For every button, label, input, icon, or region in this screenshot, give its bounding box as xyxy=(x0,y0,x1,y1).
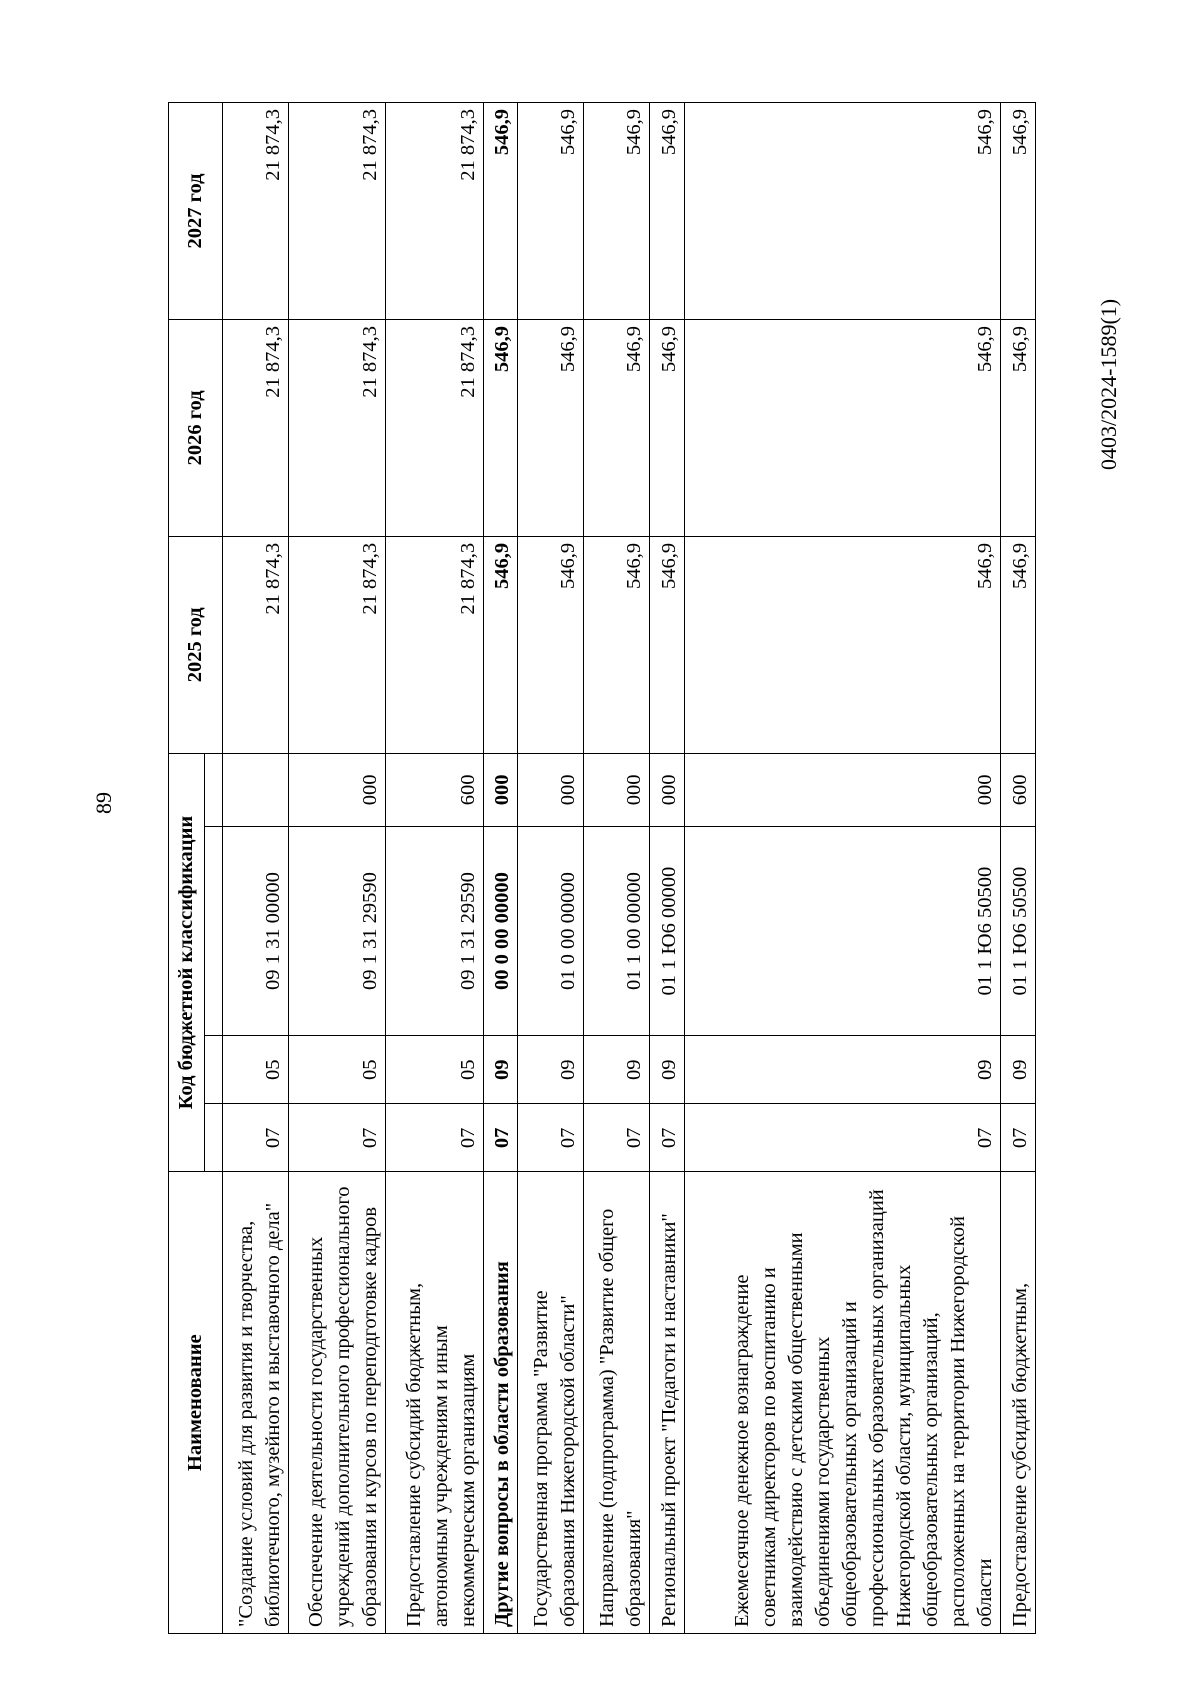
row-rz: 07 xyxy=(223,1104,289,1172)
row-name: Предоставление субсидий бюджетным, xyxy=(1001,1172,1036,1634)
row-csr: 01 1 Ю6 50500 xyxy=(685,826,1001,1035)
row-rz: 07 xyxy=(289,1104,386,1172)
row-vr: 000 xyxy=(483,753,518,826)
row-rz: 07 xyxy=(483,1104,518,1172)
row-value-2027: 21 874,3 xyxy=(223,103,289,320)
row-value-2027: 546,9 xyxy=(584,103,650,320)
row-value-2025: 546,9 xyxy=(483,536,518,753)
table-row xyxy=(1001,103,1036,1634)
row-value-2025: 21 874,3 xyxy=(223,536,289,753)
row-csr: 01 1 00 00000 xyxy=(584,826,650,1035)
header-code-group: Код бюджетной классификации xyxy=(169,753,205,1172)
row-value-2025: 21 874,3 xyxy=(386,536,483,753)
table-row xyxy=(518,103,584,1634)
row-name: "Создание условий для развития и творчества, библиотечного, музейного и выставочного дела" xyxy=(223,1172,289,1634)
row-value-2027: 546,9 xyxy=(1001,103,1036,320)
row-pr: 05 xyxy=(386,1036,483,1104)
document-id: 0403/2024-1589(1) xyxy=(1096,298,1121,470)
table-row xyxy=(386,103,483,1634)
header-2027: 2027 год xyxy=(169,103,223,320)
row-value-2025: 546,9 xyxy=(650,536,685,753)
row-name: Направление (подпрограмма) "Развитие общего образования" xyxy=(584,1172,650,1634)
header-name: Наименование xyxy=(169,1172,223,1634)
row-value-2027: 546,9 xyxy=(685,103,1001,320)
row-rz: 07 xyxy=(386,1104,483,1172)
row-value-2026: 546,9 xyxy=(1001,319,1036,536)
header-2025: 2025 год xyxy=(169,536,223,753)
row-vr: 000 xyxy=(584,753,650,826)
row-value-2026: 546,9 xyxy=(518,319,584,536)
row-vr: 600 xyxy=(1001,753,1036,826)
row-rz: 07 xyxy=(518,1104,584,1172)
row-pr: 09 xyxy=(584,1036,650,1104)
row-vr xyxy=(223,753,289,826)
row-vr: 000 xyxy=(685,753,1001,826)
row-value-2026: 21 874,3 xyxy=(386,319,483,536)
row-value-2026: 546,9 xyxy=(650,319,685,536)
row-rz: 07 xyxy=(650,1104,685,1172)
row-csr: 09 1 31 00000 xyxy=(223,826,289,1035)
row-csr: 09 1 31 29590 xyxy=(386,826,483,1035)
row-csr: 01 1 Ю6 50500 xyxy=(1001,826,1036,1035)
header-2026: 2026 год xyxy=(169,319,223,536)
table-row xyxy=(584,103,650,1634)
row-vr: 000 xyxy=(518,753,584,826)
row-value-2026: 21 874,3 xyxy=(289,319,386,536)
row-name: Предоставление субсидий бюджетным, автономным учреждениям и иным некоммерческим организациям xyxy=(386,1172,483,1634)
row-pr: 09 xyxy=(685,1036,1001,1104)
header-sub-csr xyxy=(205,826,223,1035)
table-row xyxy=(223,103,289,1634)
header-sub-pr xyxy=(205,1036,223,1104)
row-name: Государственная программа "Развитие образования Нижегородской области" xyxy=(518,1172,584,1634)
row-name: Обеспечение деятельности государственных учреждений дополнительного профессионального образования и курсов по переподготовке кадров xyxy=(289,1172,386,1634)
row-rz: 07 xyxy=(584,1104,650,1172)
budget-table-container xyxy=(168,102,1036,1634)
row-vr: 000 xyxy=(650,753,685,826)
row-value-2025: 546,9 xyxy=(518,536,584,753)
page-number: 89 xyxy=(91,792,116,814)
row-vr: 600 xyxy=(386,753,483,826)
table-row xyxy=(650,103,685,1634)
row-value-2026: 546,9 xyxy=(584,319,650,536)
row-csr: 01 0 00 00000 xyxy=(518,826,584,1035)
header-sub-rz xyxy=(205,1104,223,1172)
row-csr: 00 0 00 00000 xyxy=(483,826,518,1035)
budget-table xyxy=(168,102,1036,1634)
row-pr: 09 xyxy=(1001,1036,1036,1104)
header-sub-vr xyxy=(205,753,223,826)
row-pr: 05 xyxy=(223,1036,289,1104)
row-rz: 07 xyxy=(685,1104,1001,1172)
row-csr: 09 1 31 29590 xyxy=(289,826,386,1035)
row-value-2027: 21 874,3 xyxy=(386,103,483,320)
row-value-2027: 546,9 xyxy=(483,103,518,320)
table-row xyxy=(289,103,386,1634)
row-name: Региональный проект "Педагоги и наставники" xyxy=(650,1172,685,1634)
row-value-2027: 546,9 xyxy=(650,103,685,320)
table-row xyxy=(685,103,1001,1634)
row-value-2027: 546,9 xyxy=(518,103,584,320)
row-value-2025: 546,9 xyxy=(1001,536,1036,753)
row-value-2025: 21 874,3 xyxy=(289,536,386,753)
row-value-2026: 21 874,3 xyxy=(223,319,289,536)
row-csr: 01 1 Ю6 00000 xyxy=(650,826,685,1035)
row-pr: 05 xyxy=(289,1036,386,1104)
row-pr: 09 xyxy=(518,1036,584,1104)
row-rz: 07 xyxy=(1001,1104,1036,1172)
row-value-2026: 546,9 xyxy=(685,319,1001,536)
row-value-2025: 546,9 xyxy=(584,536,650,753)
row-vr: 000 xyxy=(289,753,386,826)
table-row xyxy=(483,103,518,1634)
row-name: Другие вопросы в области образования xyxy=(483,1172,518,1634)
row-name: Ежемесячное денежное вознаграждение советникам директоров по воспитанию и взаимодействию с детскими общественными объединениями государственных общеобразовательных организаций и профессиональных образовательных организаций Нижегородской области, муниципальных общеобразовательных организаций, расположенных на территории Нижегородской области xyxy=(685,1172,1001,1634)
row-value-2026: 546,9 xyxy=(483,319,518,536)
row-pr: 09 xyxy=(483,1036,518,1104)
row-value-2025: 546,9 xyxy=(685,536,1001,753)
row-value-2027: 21 874,3 xyxy=(289,103,386,320)
row-pr: 09 xyxy=(650,1036,685,1104)
